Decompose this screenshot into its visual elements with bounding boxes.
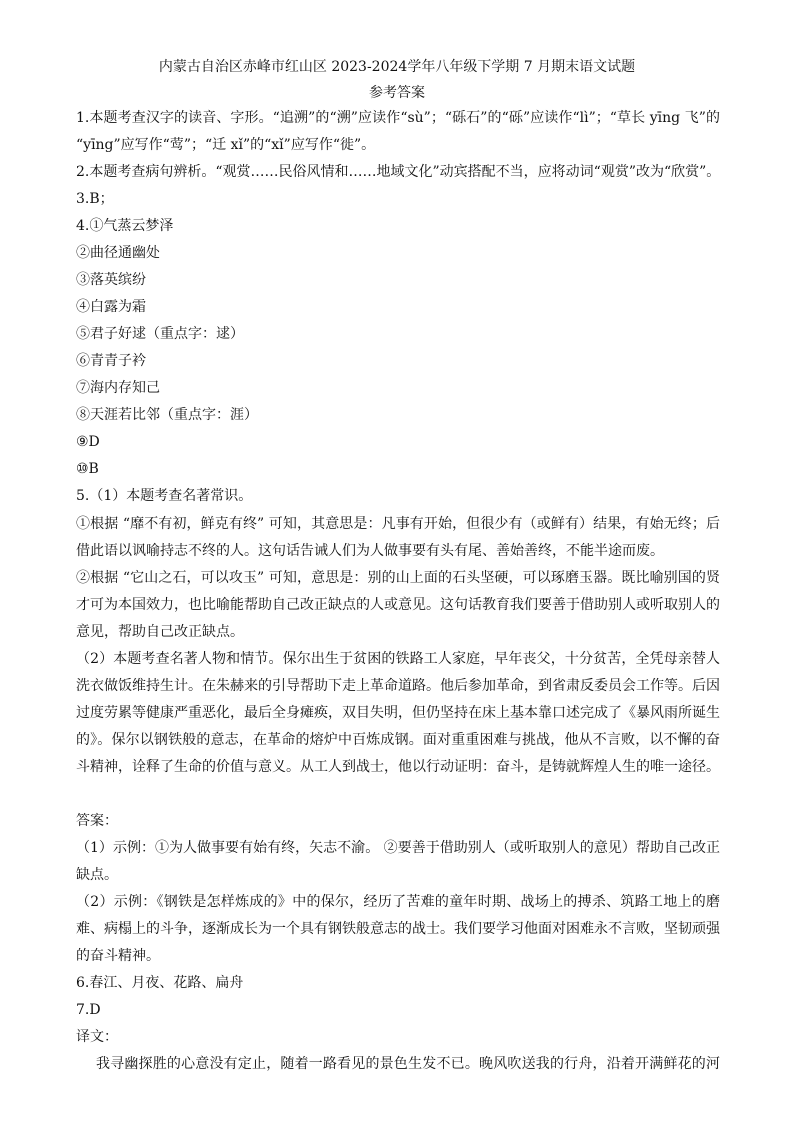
text-line: ⑩B (76, 461, 99, 477)
text-line: 难、病榻上的斗争，逐渐成长为一个具有钢铁般意志的战士。我们要学习他面对困难永不言败，坚韧顽强 (76, 921, 720, 937)
text-line: ③落英缤纷 (76, 272, 146, 288)
text-line: 才可为本国效力，也比喻能帮助自己改正缺点的人或意见。这句话教育我们要善于借助别人或听取别人的 (76, 597, 720, 613)
text-line: 过度劳累等健康严重恶化，最后全身瘫痪，双目失明，但仍坚持在床上基本靠口述完成了《暴风雨所诞生 (76, 705, 720, 721)
text-line: ⑨D (76, 434, 100, 450)
text-line: ⑤君子好逑（重点字：逑） (76, 326, 244, 342)
text-line: 1.本题考查汉字的读音、字形。“追溯”的“溯”应读作“sù”；“砾石”的“砾”应读作“lì”；“草长 yīng 飞”的 (76, 110, 720, 126)
text-line: （2）示例：《钢铁是怎样炼成的》中的保尔，经历了苦难的童年时期、战场上的搏杀、筑路工地上的磨 (76, 894, 720, 910)
text-line: 洗衣做饭维持生计。在朱赫来的引导帮助下走上革命道路。他后参加革命，到省肃反委员会工作等。后因 (76, 678, 720, 694)
text-line: 借此语以讽喻持志不终的人。这句话告诫人们为人做事要有头有尾、善始善终，不能半途而废。 (76, 543, 664, 559)
text-line: 我寻幽探胜的心意没有定止，随着一路看见的景色生发不已。晚风吹送我的行舟，沿着开满鲜花的河 (96, 1056, 720, 1072)
text-line: ②根据 “它山之石，可以攻玉” 可知，意思是：别的山上面的石头坚硬，可以琢磨玉器。既比喻别国的贤 (76, 570, 720, 586)
text-line: ⑥青青子衿 (76, 353, 146, 369)
text-line: 的》。保尔以钢铁般的意志，在革命的熔炉中百炼成钢。面对重重困难与挑战，他从不言败，以不懈的奋 (76, 732, 720, 748)
text-line: ②曲径通幽处 (76, 245, 160, 261)
text-line: ⑦海内存知己 (76, 380, 160, 396)
text-line: ⑧天涯若比邻（重点字：涯） (76, 407, 258, 423)
text-line: ①根据 “靡不有初，鲜克有终” 可知，其意思是：凡事有开始，但很少有（或鲜有）结果，有始无终；后 (76, 516, 720, 532)
text-line: （2）本题考查名著人物和情节。保尔出生于贫困的铁路工人家庭，早年丧父，十分贫苦，全凭母亲替人 (76, 651, 720, 667)
text-line: 7.D (76, 1002, 101, 1018)
text-line: 的奋斗精神。 (76, 948, 160, 964)
text-line: （1）示例：①为人做事要有始有终，矢志不渝。 ②要善于借助别人（或听取别人的意见）帮助自己改正 (76, 840, 720, 856)
text-line: 2.本题考查病句辨析。“观赏……民俗风情和……地域文化”动宾搭配不当，应将动词“观赏”改为“欣赏”。 (76, 164, 721, 180)
text-line: ④白露为霜 (76, 299, 146, 315)
text-line: 缺点。 (76, 867, 118, 883)
text-line: “yīng”应写作“莺”；“迁 xǐ”的“xǐ”应写作“徙”。 (76, 137, 376, 153)
text-line: 6.春江、月夜、花路、扁舟 (76, 975, 244, 991)
text-line: 意见，帮助自己改正缺点。 (76, 624, 244, 640)
text-line: 译文： (76, 1029, 118, 1045)
text-line: 4.①气蒸云梦泽 (76, 218, 174, 234)
document-title: 内蒙古自治区赤峰市红山区 2023-2024学年八年级下学期 7 月期末语文试题 (158, 59, 636, 75)
text-line: 3.B； (76, 191, 114, 207)
text-line: 5.（1）本题考查名著常识。 (76, 488, 253, 504)
document-subtitle: 参考答案 (369, 85, 425, 101)
text-line: 斗精神，诠释了生命的价值与意义。从工人到战士，他以行动证明：奋斗，是铸就辉煌人生的唯一途径。 (76, 759, 720, 775)
answer-heading: 答案： (76, 813, 118, 829)
